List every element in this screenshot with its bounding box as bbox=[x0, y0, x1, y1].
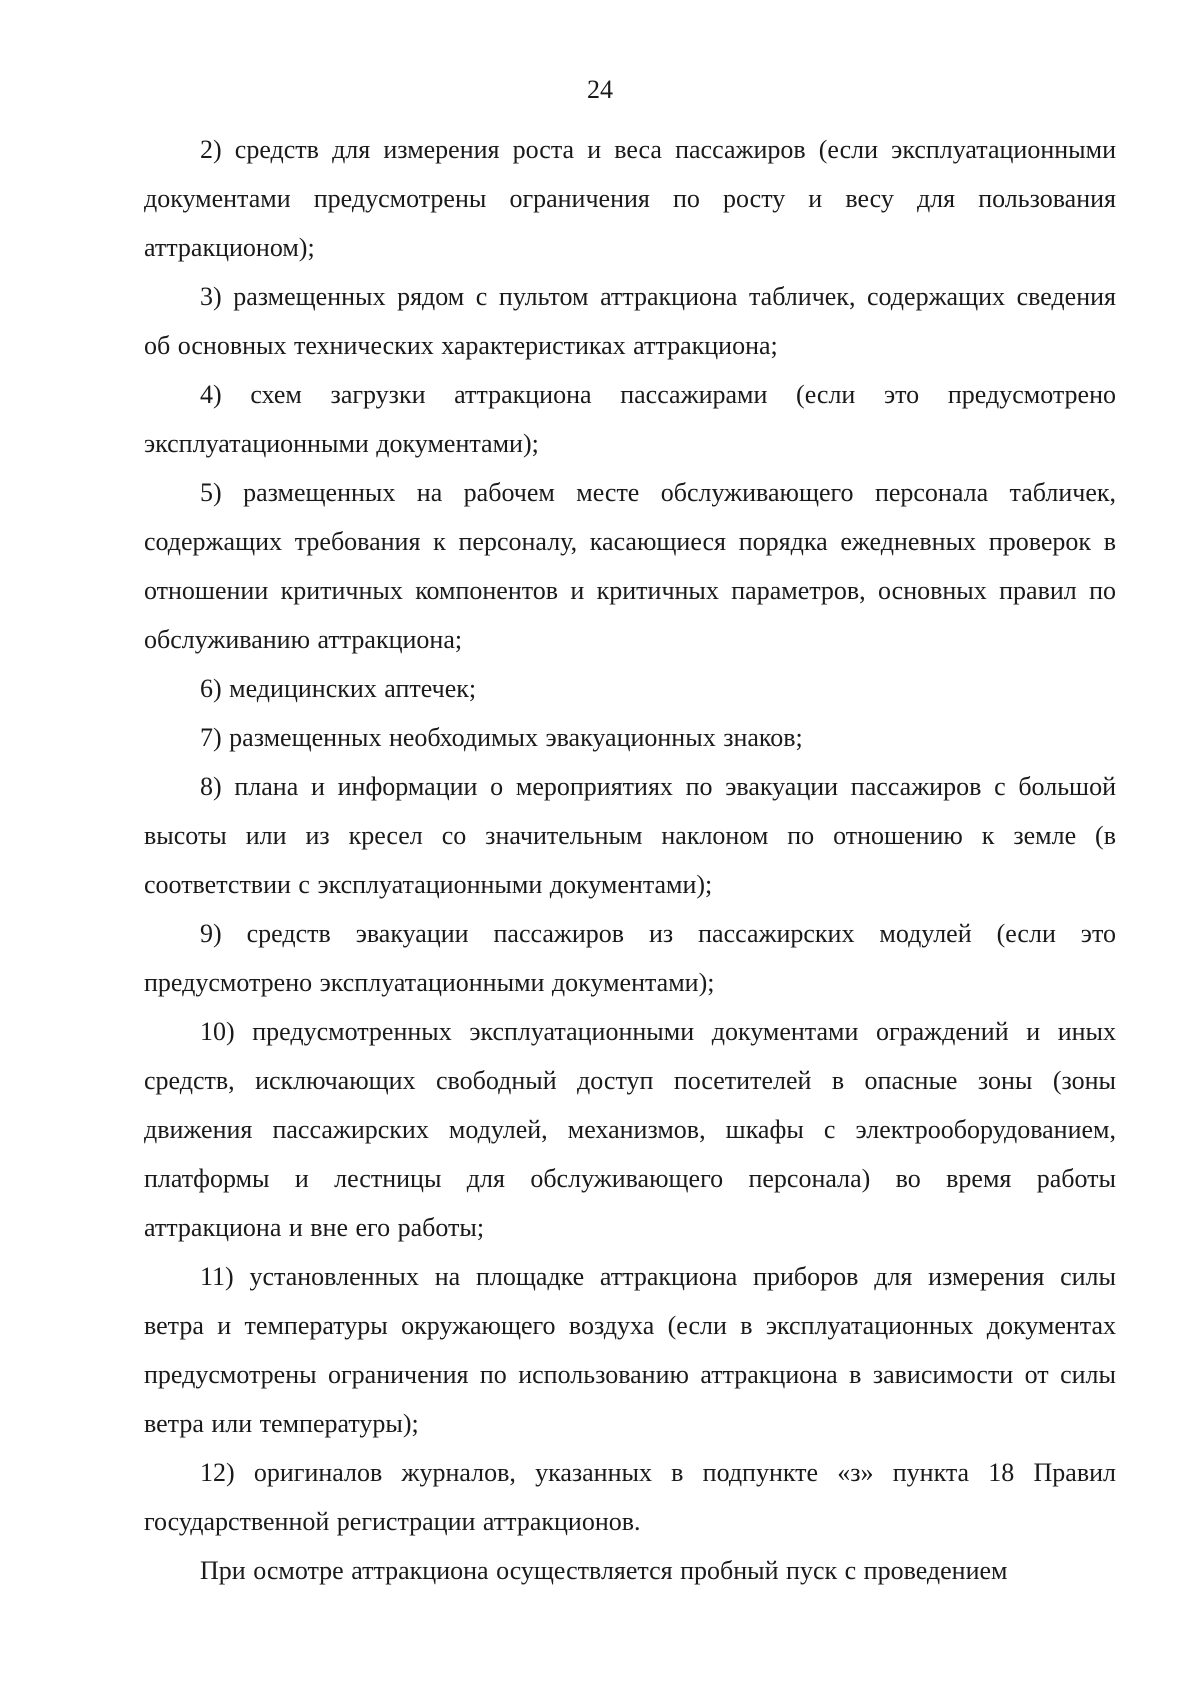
list-item-7: 7) размещенных необходимых эвакуационных знаков; bbox=[200, 723, 803, 752]
page-number: 24 bbox=[587, 75, 613, 104]
list-item-9: 9) средств эвакуации пассажиров из пассажирских модулей (если это предусмотрено эксплуатационными документами); bbox=[144, 919, 1116, 997]
list-item-4: 4) схем загрузки аттракциона пассажирами (если это предусмотрено эксплуатационными документами); bbox=[144, 380, 1116, 458]
list-item-12: 12) оригиналов журналов, указанных в подпункте «з» пункта 18 Правил государственной регистрации аттракционов. bbox=[144, 1458, 1116, 1536]
list-item-2: 2) средств для измерения роста и веса пассажиров (если эксплуатационными документами предусмотрены ограничения по росту и весу для пользования аттракционом); bbox=[144, 135, 1116, 262]
list-item-5: 5) размещенных на рабочем месте обслуживающего персонала табличек, содержащих требования к персоналу, касающиеся порядка ежедневных проверок в отношении критичных компонентов и критичных параметров, основных правил по обслуживанию аттракциона; bbox=[144, 478, 1116, 654]
list-item-11: 11) установленных на площадке аттракциона приборов для измерения силы ветра и температуры окружающего воздуха (если в эксплуатационных документах предусмотрены ограничения по использованию аттракциона в зависимости от силы ветра или температуры); bbox=[144, 1262, 1116, 1438]
list-item-3: 3) размещенных рядом с пультом аттракциона табличек, содержащих сведения об основных технических характеристиках аттракциона; bbox=[144, 282, 1116, 360]
list-item-10: 10) предусмотренных эксплуатационными документами ограждений и иных средств, исключающих свободный доступ посетителей в опасные зоны (зоны движения пассажирских модулей, механизмов, шкафы с электрооборудованием, платформы и лестницы для обслуживающего персонала) во время работы аттракциона и вне его работы; bbox=[144, 1017, 1116, 1242]
document-body bbox=[144, 125, 1116, 1595]
closing-paragraph: При осмотре аттракциона осуществляется пробный пуск с проведением bbox=[200, 1556, 1008, 1585]
list-item-6: 6) медицинских аптечек; bbox=[200, 674, 477, 703]
list-item-8: 8) плана и информации о мероприятиях по эвакуации пассажиров с большой высоты или из кресел со значительным наклоном по отношению к земле (в соответствии с эксплуатационными документами); bbox=[144, 772, 1116, 899]
